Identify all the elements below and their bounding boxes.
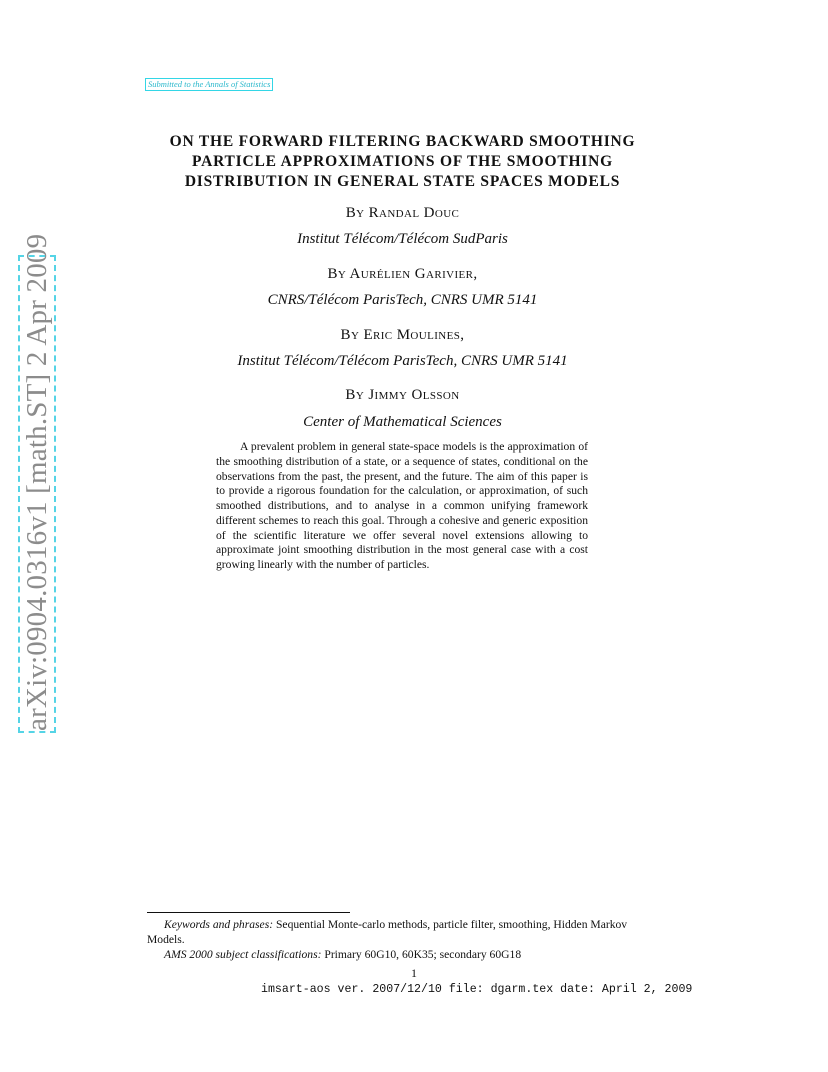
page-number: 1 (411, 966, 417, 980)
author-affiliation: Institut Télécom/Télécom SudParis (297, 231, 508, 247)
ams-text: Primary 60G10, 60K35; secondary 60G18 (321, 948, 522, 961)
footnote-rule (147, 912, 350, 913)
author-name: By Eric Moulines, (340, 327, 465, 343)
submitted-to-link[interactable]: Submitted to the Annals of Statistics (145, 78, 273, 91)
author-name: By Aurélien Garivier, (327, 266, 478, 282)
author-name: By Jimmy Olsson (345, 387, 460, 403)
author-affiliation: CNRS/Télécom ParisTech, CNRS UMR 5141 (267, 292, 538, 308)
keywords-footnote (147, 917, 667, 947)
keywords-label: Keywords and phrases: (164, 918, 274, 931)
author-name: By Randal Douc (345, 205, 460, 221)
ams-label: AMS 2000 subject classifications: (164, 948, 322, 961)
paper-title (130, 132, 675, 192)
author-affiliation: Institut Télécom/Télécom ParisTech, CNRS UMR 5141 (237, 353, 568, 369)
title-line-3: DISTRIBUTION IN GENERAL STATE SPACES MODELS (184, 173, 621, 190)
abstract: A prevalent problem in general state-space models is the approximation of the smoothing distribution of a state, or a sequence of states, conditional on the observations from the past, the present, and the future. The aim of this paper is to provide a rigorous foundation for the calculation, or approximation, of such smoothed distributions, and to analyse in a common unifying framework different schemes to reach this goal. Through a cohesive and generic exposition of the scientific literature we offer several novel extensions allowing to approximate joint smoothing distribution in the most general case with a cost growing linearly with the number of particles. (216, 440, 588, 571)
imsart-footer: imsart-aos ver. 2007/12/10 file: dgarm.tex date: April 2, 2009 (261, 983, 693, 996)
title-line-1: ON THE FORWARD FILTERING BACKWARD SMOOTHING (169, 133, 636, 150)
ams-footnote (147, 947, 667, 962)
author-affiliation: Center of Mathematical Sciences (303, 414, 502, 430)
title-line-2: PARTICLE APPROXIMATIONS OF THE SMOOTHING (191, 153, 613, 170)
arxiv-stamp[interactable]: arXiv:0904.0316v1 [math.ST] 2 Apr 2009 (18, 255, 56, 733)
keywords-text: Sequential Monte-carlo methods, particle filter, smoothing, Hidden Markov Models. (147, 918, 628, 946)
